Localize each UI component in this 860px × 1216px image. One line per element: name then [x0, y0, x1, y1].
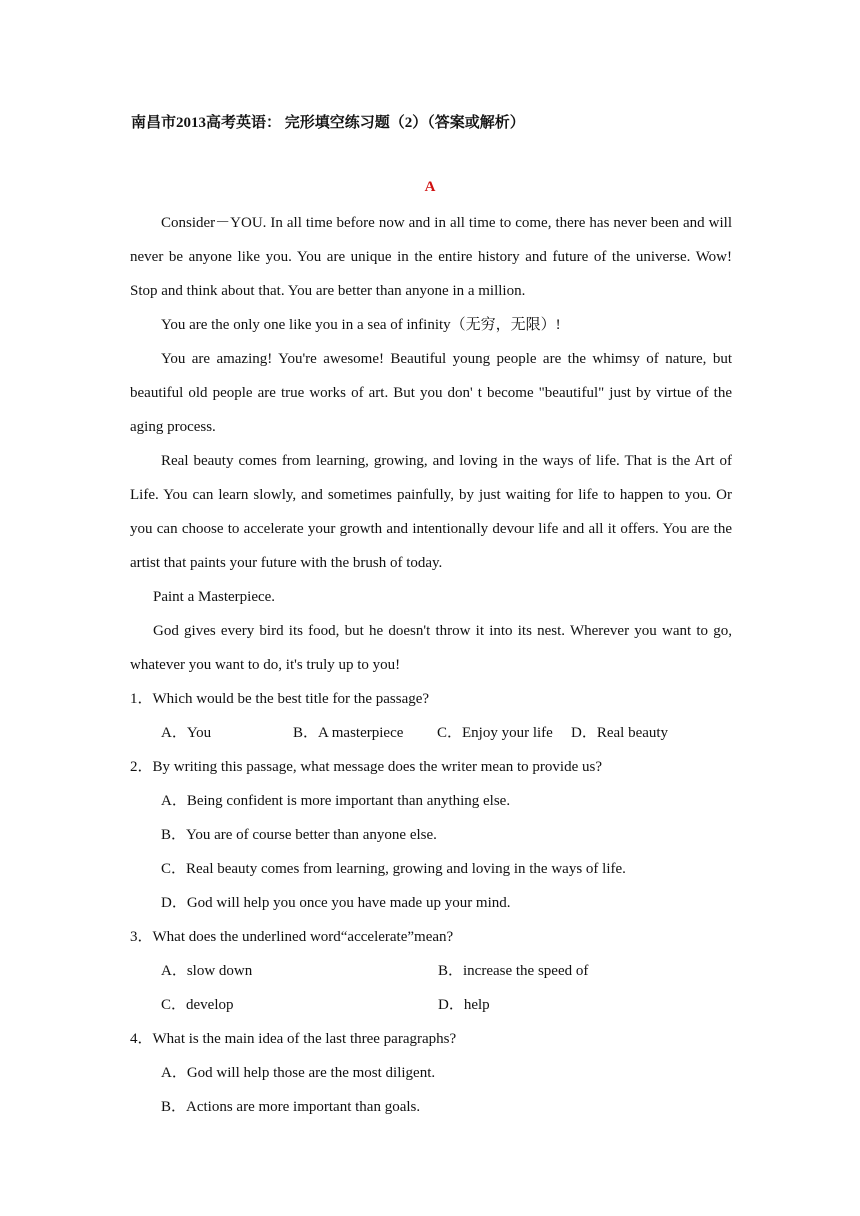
question-3-options-row-1 — [130, 954, 732, 988]
paragraph-4: Real beauty comes from learning, growing, and loving in the ways of life. That is the Art of Life. You can learn slowly, and sometimes painfully, by just waiting for life to happen to you. Or you can choose to accelerate your growth and intentionally devour life and all it offers. You are the artist that paints your future with the brush of today. — [130, 453, 732, 571]
option: C．develop — [161, 997, 234, 1013]
option: A．slow down — [161, 963, 253, 979]
paragraph-6: God gives every bird its food, but he doesn't throw it into its nest. Wherever you want to go, whatever you want to do, it's truly up to you! — [130, 623, 732, 673]
question-3-options-row-2 — [130, 988, 732, 1022]
question-4: 4．What is the main idea of the last three paragraphs? — [130, 1031, 457, 1047]
question-1-options — [130, 716, 732, 750]
paragraph-3: You are amazing! You're awesome! Beautiful young people are the whimsy of nature, but beautiful old people are true works of art. But you don' t become "beautiful" just by virtue of the aging process. — [130, 351, 732, 435]
option: A．You — [161, 725, 212, 741]
option: B．Actions are more important than goals. — [161, 1099, 421, 1115]
question-3: 3．What does the underlined word“accelerate”mean? — [130, 929, 454, 945]
option: B．You are of course better than anyone else. — [161, 827, 437, 843]
paragraph-1: Consider－YOU. In all time before now and in all time to come, there has never been and will never be anyone like you. You are unique in the entire history and future of the universe. Wow! Stop and think about that. You are better than anyone in a million. — [130, 215, 732, 299]
document-title: 南昌市2013高考英语： 完形填空练习题（2）（答案或解析） — [131, 115, 525, 131]
option: D．Real beauty — [571, 725, 669, 741]
section-label: A — [424, 179, 436, 195]
option: B．increase the speed of — [438, 963, 589, 979]
option: D．help — [438, 997, 490, 1013]
option: A．God will help those are the most diligent. — [161, 1065, 436, 1081]
question-2: 2．By writing this passage, what message does the writer mean to provide us? — [130, 759, 602, 775]
passage-body — [130, 206, 732, 1124]
option: C．Enjoy your life — [437, 725, 553, 741]
option: D．God will help you once you have made up your mind. — [161, 895, 511, 911]
option: C．Real beauty comes from learning, growing and loving in the ways of life. — [161, 861, 626, 877]
option: B．A masterpiece — [293, 725, 404, 741]
paragraph-2: You are the only one like you in a sea of infinity（无穷，无限）! — [161, 317, 561, 333]
question-1: 1．Which would be the best title for the passage? — [130, 691, 430, 707]
option: A．Being confident is more important than anything else. — [161, 793, 511, 809]
paragraph-5: Paint a Masterpiece. — [153, 589, 276, 605]
